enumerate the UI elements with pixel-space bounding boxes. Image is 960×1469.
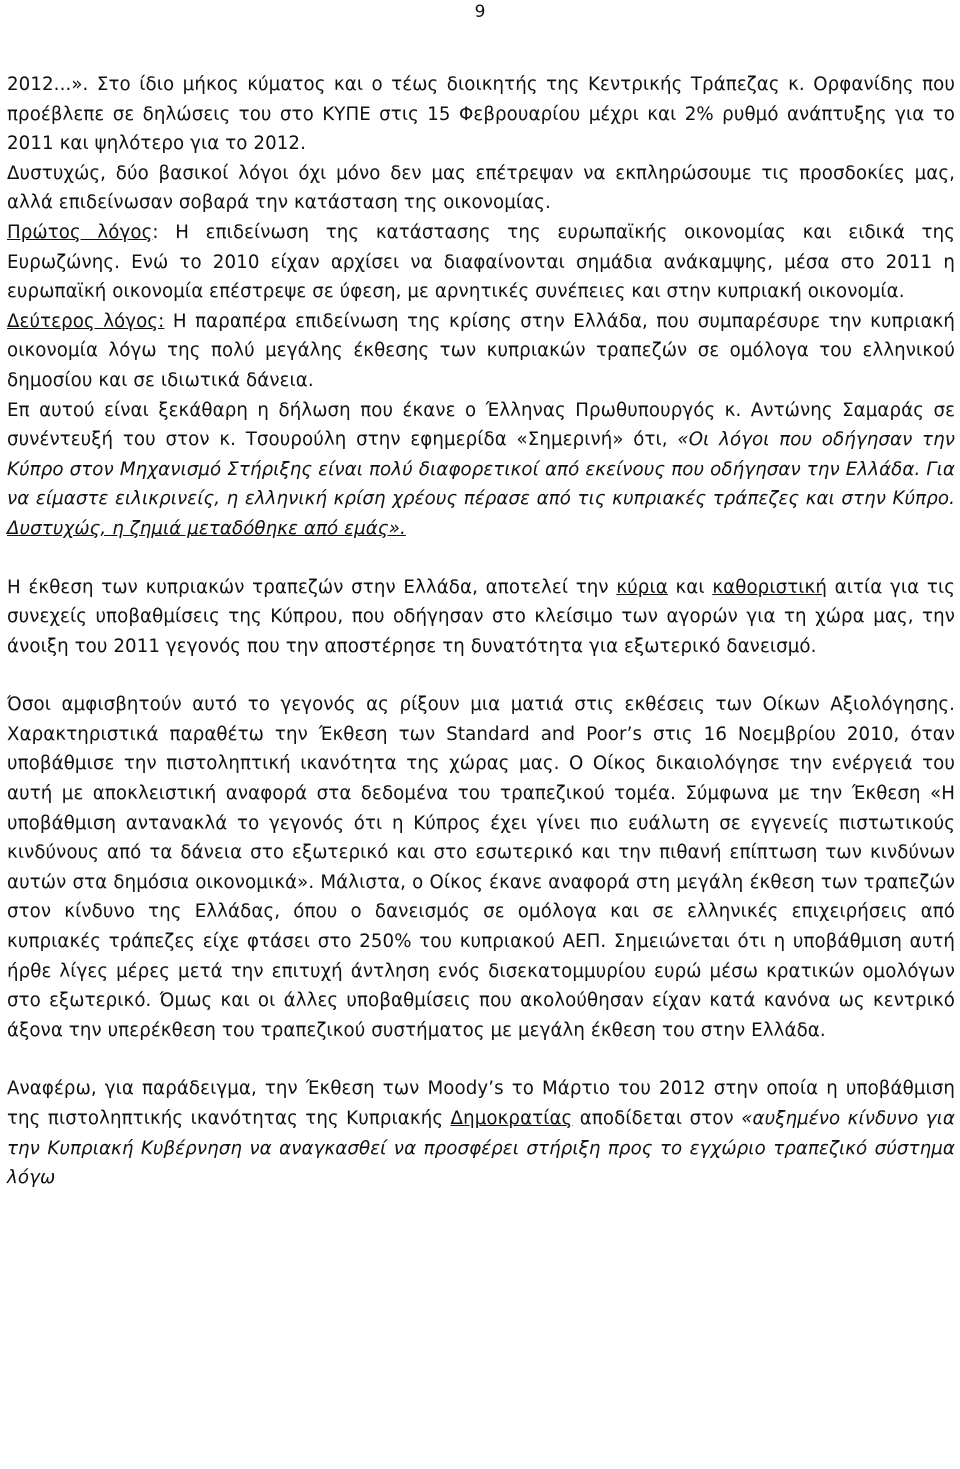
first-reason-text: : Η επιδείνωση της κατάστασης της ευρωπαϊκής οικονομίας και ειδικά της Ευρωζώνης. Ενώ το 2010 είχαν αρχίσει να διαφαίνονται σημάδια ανάκαμψης, μέσα στο 2011 η ευρωπαϊκή οικονομία επέστρεψε σε ύφεση, με αρνητικές συνέπειες και στην κυπριακή οικονομία.: [7, 221, 956, 303]
p6-text-3: αιτία για τις συνεχείς υποβαθμίσεις της Κύπρου, που οδήγησαν στο κλείσιμο των αγορών για τη χώρα μας, την άνοιξη του 2011 γεγονός που την αποστέρησε τη δυνατότητα για εξωτερικό δανεισμό.: [7, 576, 955, 657]
page-number: 9: [474, 2, 486, 22]
paragraph-3: [7, 218, 955, 307]
p6-underlined-main: κύρια: [616, 576, 668, 598]
p8-text-1: Αναφέρω, για παράδειγμα, την Έκθεση των Moody’s το Μάρτιο του 2012 στην οποία η υποβάθμιση της πιστοληπτικής ικανότητας της Κυπριακής: [7, 1078, 955, 1129]
paragraph-1: 2012...». Στο ίδιο μήκος κύματος και ο τέως διοικητής της Κεντρικής Τράπεζας κ. Ορφανίδης που προέβλεπε σε δηλώσεις του στο ΚΥΠΕ στις 15 Φεβρουαρίου μέχρι και 2% ρυθμό ανάπτυξης για το 2011 και ψηλότερο για το 2012.: [7, 74, 955, 155]
p6-text-1: Η έκθεση των κυπριακών τραπεζών στην Ελλάδα, αποτελεί την: [7, 576, 617, 598]
paragraph-5: [7, 396, 955, 544]
paragraph-2: Δυστυχώς, δύο βασικοί λόγοι όχι μόνο δεν μας επέτρεψαν να εκπληρώσουμε τις προσδοκίες μας, αλλά επιδείνωσαν σοβαρά την κατάσταση της οικονομίας.: [7, 162, 955, 214]
paragraph-6: [7, 573, 955, 662]
second-reason-label: Δεύτερος λόγος:: [7, 310, 165, 332]
moodys-quote: «αυξημένο κίνδυνο για την Κυπριακή Κυβέρνηση να αναγκασθεί να προσφέρει στήριξη προς το εγχώριο τραπεζικό σύστημα λόγω: [7, 1108, 955, 1189]
first-reason-label: Πρώτος λόγος: [7, 221, 153, 243]
samaras-quote-underlined: Δυστυχώς, η ζημιά μεταδόθηκε από εμάς».: [7, 517, 406, 539]
second-reason-text: Η παραπέρα επιδείνωση της κρίσης στην Ελλάδα, που συμπαρέσυρε την κυπριακή οικονομία λόγω της πολύ μεγάλης έκθεσης των κυπριακών τραπεζών σε ομόλογα του ελληνικού δημοσίου και σε ιδιωτικά δάνεια.: [7, 310, 956, 391]
p6-underlined-decisive: καθοριστική: [712, 576, 827, 598]
paragraph-8: [7, 1074, 955, 1192]
paragraph-7: Όσοι αμφισβητούν αυτό το γεγονός ας ρίξουν μια ματιά στις εκθέσεις των Οίκων Αξιολόγησης. Χαρακτηριστικά παραθέτω την Έκθεση των Standard and Poor’s στις 16 Νοεμβρίου 2010, όταν υποβάθμισε την πιστοληπτική ικανότητα της χώρας μας. Ο Οίκος δικαιολόγησε την ενέργειά του αυτή με αποκλειστική αναφορά στα δεδομένα του τραπεζικού τομέα. Σύμφωνα με την Έκθεση «Η υποβάθμιση αντανακλά το γεγονός ότι η Κύπρος έχει γίνει πιο ευάλωτη σε εγγενείς πιστωτικούς κινδύνους από τα δάνεια στο εξωτερικό και στο εσωτερικό και την πιθανή επίπτωση των κινδύνων αυτών στα δημόσια οικονομικά». Μάλιστα, ο Οίκος έκανε αναφορά στη μεγάλη έκθεση των τραπεζών στον κίνδυνο της Ελλάδας, όπου ο δανεισμός σε ομόλογα και σε ελληνικές επιχειρήσεις από κυπριακές τράπεζες είχε φτάσει στο 250% του κυπριακού ΑΕΠ. Σημειώνεται ότι η υποβάθμιση αυτή ήρθε λίγες μέρες μετά την επιτυχή άντληση ενός δισεκατομμυρίου ευρώ μέσω κρατικών ομολόγων στο εξωτερικό. Όμως και οι άλλες υποβαθμίσεις που ακολούθησαν είχαν κατά κανόνα ως κεντρικό άξονα την υπερέκθεση του τραπεζικού συστήματος με μεγάλη έκθεση του στην Ελλάδα.: [7, 694, 955, 1041]
p8-text-2: αποδίδεται στον: [572, 1108, 742, 1129]
p6-text-2: και: [667, 576, 713, 598]
paragraph-4: [7, 307, 955, 396]
samaras-intro-text: Επ αυτού είναι ξεκάθαρη η δήλωση που έκανε ο Έλληνας Πρωθυπουργός κ. Αντώνης Σαμαράς σε συνέντευξή του στον κ. Τσουρούλη στην εφημερίδα «Σημερινή» ότι,: [7, 399, 955, 451]
samaras-quote: «Οι λόγοι που οδήγησαν την Κύπρο στον Μηχανισμό Στήριξης είναι πολύ διαφορετικοί από εκείνους που οδήγησαν την Ελλάδα. Για να είμαστε ειλικρινείς, η ελληνική κρίση χρέους πέρασε από τις κυπριακές τράπεζες και στην Κύπρο.: [7, 429, 955, 510]
document-body: [7, 70, 955, 1193]
p8-underlined-republic: Δημοκρατίας: [450, 1108, 573, 1129]
